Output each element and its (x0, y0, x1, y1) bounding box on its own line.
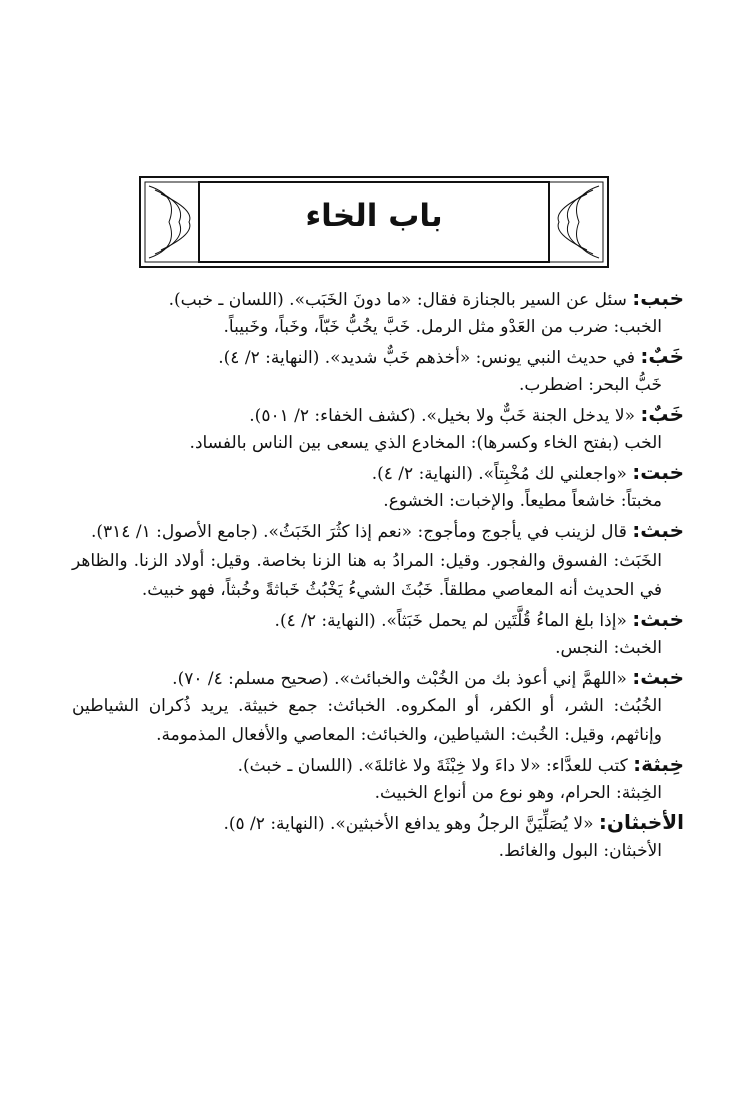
entry-line (72, 516, 684, 547)
entry-text: «لا يُصَلِّيَنَّ الرجلُ وهو يدافع الأخبثين». (النهاية: ٢/ ٥). (223, 814, 599, 834)
entry-text: خَبُّ البحر: اضطرب. (518, 375, 662, 395)
entry-text: الخبب: ضرب من العَدْو مثل الرمل. خَبَّ يخُبُّ خَبّاً، وخَباً، وخَبيباً. (223, 317, 662, 337)
entry-definition (72, 779, 684, 808)
entry-text: قال لزينب في يأجوج ومأجوج: «نعم إذا كثُرَ الخَبَثُ». (جامع الأصول: ١/ ٣١٤). (90, 522, 633, 542)
entry-line (72, 458, 684, 487)
headword: خبت: (632, 460, 684, 484)
entry-text: في حديث النبي يونس: «أخذهم خَبٌّ شديد». (النهاية: ٢/ ٤). (218, 348, 641, 368)
entry-definition (72, 837, 684, 866)
chapter-title: باب الخاء (305, 198, 443, 234)
entry-line (72, 605, 684, 634)
entry-line (72, 750, 684, 779)
entry-line (72, 284, 684, 313)
headword: خِبثة: (633, 752, 684, 776)
entry-definition (72, 313, 684, 342)
entry-line (72, 663, 684, 692)
entry-text: الأخبثان: البول والغائط. (498, 841, 662, 861)
entry-text: مخبتاً: خاشعاً مطيعاً. والإخبات: الخشوع. (383, 491, 662, 511)
entry-definition (72, 634, 684, 663)
entry-text: الخُبُث: الشر، أو الكفر، أو المكروه. الخبائث: جمع خبيثة. يريد ذُكران الشياطين وإناثهم، وقيل: الخُبث: الشياطين، والخبائث: المعاصي والأفعال المذمومة. (72, 696, 662, 745)
entry-definition (72, 429, 684, 458)
entry-definition (72, 547, 684, 605)
entry-line (72, 808, 684, 837)
entry-definition (72, 692, 684, 750)
entry-text: كتب للعدَّاء: «لا داءَ ولا خِبْثَةَ ولا غائلةَ». (اللسان ـ خبث). (237, 756, 634, 776)
headword: خَبٌ: (640, 344, 684, 368)
entry-text: «واجعلني لك مُخْبِتاً». (النهاية: ٢/ ٤). (371, 464, 633, 484)
headword: خَبٌ: (640, 402, 684, 426)
chapter-title-frame (139, 176, 609, 268)
entry-text: الخَبَث: الفسوق والفجور. وقيل: المرادُ به هنا الزنا بخاصة. وقيل: أولاد الزنا. والظاهر في الحديث أنه المعاصي مطلقاً. خَبُثَ الشيءُ يَخْبُثُ خَباثةً وخُبثاً، فهو خبيث. (72, 551, 662, 600)
headword: خبث: (632, 665, 684, 689)
entry-text: «اللهمَّ إني أعوذ بك من الخُبْث والخبائث». (صحيح مسلم: ٤/ ٧٠). (172, 669, 633, 689)
entry-definition (72, 371, 684, 400)
entry-text: الخب (بفتح الخاء وكسرها): المخادع الذي يسعى بين الناس بالفساد. (189, 433, 662, 453)
dictionary-entries (72, 284, 684, 866)
headword: خبب: (632, 286, 684, 310)
entry-line (72, 400, 684, 429)
entry-text: «لا يدخل الجنة خَبٌّ ولا بخيل». (كشف الخفاء: ٢/ ٥٠١). (249, 406, 641, 426)
entry-line (72, 342, 684, 371)
entry-text: «إذا بلغ الماءُ قُلَّتَين لم يحمل خَبَثاً». (النهاية: ٢/ ٤). (274, 611, 633, 631)
entry-text: الخبث: النجس. (555, 638, 662, 658)
entry-definition (72, 487, 684, 516)
headword: خبث: (632, 518, 684, 542)
entry-text: الخِبثة: الحرام، وهو نوع من أنواع الخبيث. (374, 783, 662, 803)
headword: خبث: (632, 607, 684, 631)
headword: الأخبثان: (598, 810, 684, 834)
entry-text: سئل عن السير بالجنازة فقال: «ما دونَ الخَبَب». (اللسان ـ خبب). (168, 290, 633, 310)
